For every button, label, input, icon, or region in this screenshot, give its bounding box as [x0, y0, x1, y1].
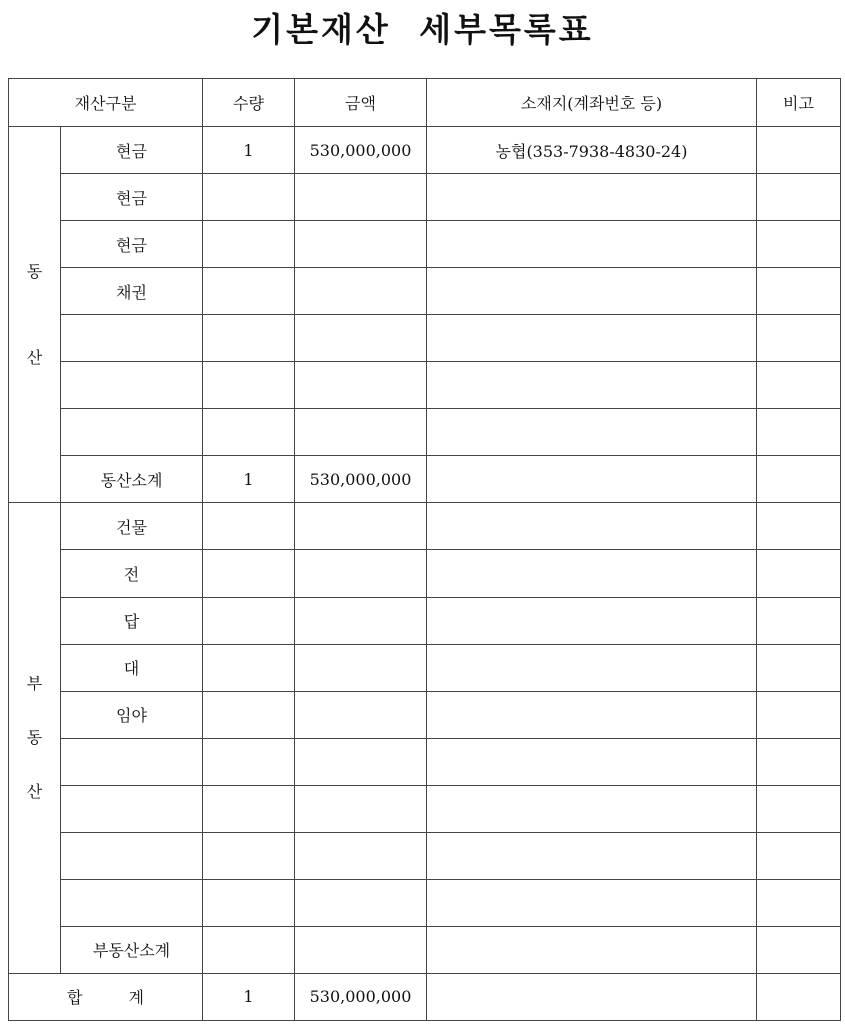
cell-remarks — [757, 926, 841, 973]
cell-remarks — [757, 221, 841, 268]
cell-quantity — [203, 879, 295, 926]
header-category: 재산구분 — [9, 79, 203, 127]
table-row — [9, 362, 841, 409]
cell-amount — [295, 174, 427, 221]
cell-label: 건물 — [61, 503, 203, 550]
cell-label — [61, 785, 203, 832]
cell-quantity — [203, 926, 295, 973]
cell-amount — [295, 832, 427, 879]
cell-label — [61, 315, 203, 362]
cell-label — [61, 832, 203, 879]
cell-amount — [295, 644, 427, 691]
cell-quantity — [203, 644, 295, 691]
asset-table — [8, 78, 841, 1021]
table-row — [9, 550, 841, 597]
cell-amount — [295, 409, 427, 456]
cell-label: 부동산소계 — [61, 926, 203, 973]
cell-amount — [295, 738, 427, 785]
cell-quantity — [203, 503, 295, 550]
total-section — [9, 973, 841, 1020]
real-estate-section — [9, 503, 841, 974]
total-row — [9, 973, 841, 1020]
cell-location — [427, 456, 757, 503]
cell-label: 현금 — [61, 127, 203, 174]
table-row — [9, 738, 841, 785]
cell-label: 임야 — [61, 691, 203, 738]
table-row — [9, 268, 841, 315]
movable-section — [9, 127, 841, 503]
cell-location — [427, 738, 757, 785]
cell-quantity — [203, 597, 295, 644]
cell-amount — [295, 362, 427, 409]
real-estate-group-char: 부 — [26, 674, 43, 694]
table-row — [9, 832, 841, 879]
cell-location: 농협(353-7938-4830-24) — [427, 127, 757, 174]
movable-group-label — [9, 127, 61, 503]
total-remarks — [757, 973, 841, 1020]
table-row — [9, 785, 841, 832]
cell-location — [427, 362, 757, 409]
cell-label — [61, 409, 203, 456]
total-label-char: 합 — [67, 988, 83, 1008]
cell-remarks — [757, 127, 841, 174]
header-remarks: 비고 — [757, 79, 841, 127]
cell-remarks — [757, 362, 841, 409]
cell-remarks — [757, 174, 841, 221]
total-location — [427, 973, 757, 1020]
cell-quantity: 1 — [203, 456, 295, 503]
cell-remarks — [757, 268, 841, 315]
cell-label: 동산소계 — [61, 456, 203, 503]
table-row — [9, 174, 841, 221]
header-location: 소재지(계좌번호 등) — [427, 79, 757, 127]
cell-location — [427, 221, 757, 268]
table-row — [9, 456, 841, 503]
cell-label: 현금 — [61, 174, 203, 221]
cell-location — [427, 409, 757, 456]
cell-amount — [295, 268, 427, 315]
cell-location — [427, 315, 757, 362]
cell-location — [427, 785, 757, 832]
table-row — [9, 691, 841, 738]
cell-amount — [295, 550, 427, 597]
table-row — [9, 879, 841, 926]
cell-remarks — [757, 738, 841, 785]
cell-remarks — [757, 409, 841, 456]
cell-label: 대 — [61, 644, 203, 691]
cell-amount: 530,000,000 — [295, 127, 427, 174]
cell-quantity — [203, 550, 295, 597]
real-estate-group-char: 동 — [26, 728, 43, 748]
cell-amount — [295, 597, 427, 644]
cell-label — [61, 362, 203, 409]
cell-label — [61, 738, 203, 785]
cell-amount: 530,000,000 — [295, 456, 427, 503]
cell-location — [427, 174, 757, 221]
cell-quantity — [203, 268, 295, 315]
cell-location — [427, 879, 757, 926]
cell-label: 답 — [61, 597, 203, 644]
cell-remarks — [757, 456, 841, 503]
cell-location — [427, 644, 757, 691]
cell-amount — [295, 315, 427, 362]
cell-quantity — [203, 221, 295, 268]
cell-amount — [295, 926, 427, 973]
cell-remarks — [757, 597, 841, 644]
table-row — [9, 503, 841, 550]
cell-amount — [295, 879, 427, 926]
cell-label: 전 — [61, 550, 203, 597]
cell-quantity — [203, 362, 295, 409]
cell-remarks — [757, 832, 841, 879]
table-row — [9, 221, 841, 268]
cell-location — [427, 691, 757, 738]
header-amount: 금액 — [295, 79, 427, 127]
cell-amount — [295, 691, 427, 738]
total-quantity: 1 — [203, 973, 295, 1020]
cell-label: 현금 — [61, 221, 203, 268]
cell-quantity — [203, 691, 295, 738]
movable-group-char: 동 — [26, 261, 43, 281]
header-quantity: 수량 — [203, 79, 295, 127]
cell-quantity — [203, 832, 295, 879]
cell-quantity — [203, 785, 295, 832]
table-row — [9, 926, 841, 973]
cell-remarks — [757, 644, 841, 691]
cell-quantity: 1 — [203, 127, 295, 174]
cell-remarks — [757, 785, 841, 832]
table-row — [9, 409, 841, 456]
real-estate-group-char: 산 — [26, 782, 43, 802]
cell-location — [427, 503, 757, 550]
page-title: 기본재산 세부목록표 — [251, 10, 594, 49]
table-row — [9, 597, 841, 644]
real-estate-group-label — [9, 503, 61, 974]
total-label-char: 계 — [128, 988, 144, 1008]
cell-remarks — [757, 503, 841, 550]
cell-quantity — [203, 409, 295, 456]
cell-location — [427, 926, 757, 973]
cell-amount — [295, 785, 427, 832]
cell-location — [427, 832, 757, 879]
cell-quantity — [203, 315, 295, 362]
cell-remarks — [757, 691, 841, 738]
cell-remarks — [757, 315, 841, 362]
movable-group-char: 산 — [26, 347, 43, 367]
table-row — [9, 315, 841, 362]
cell-remarks — [757, 879, 841, 926]
cell-remarks — [757, 550, 841, 597]
cell-label: 채권 — [61, 268, 203, 315]
cell-label — [61, 879, 203, 926]
cell-amount — [295, 221, 427, 268]
cell-location — [427, 268, 757, 315]
cell-amount — [295, 503, 427, 550]
header-row — [9, 79, 841, 127]
cell-location — [427, 597, 757, 644]
cell-location — [427, 550, 757, 597]
cell-quantity — [203, 174, 295, 221]
cell-quantity — [203, 738, 295, 785]
table-row — [9, 127, 841, 174]
table-row — [9, 644, 841, 691]
total-label — [9, 973, 203, 1020]
total-amount: 530,000,000 — [295, 973, 427, 1020]
